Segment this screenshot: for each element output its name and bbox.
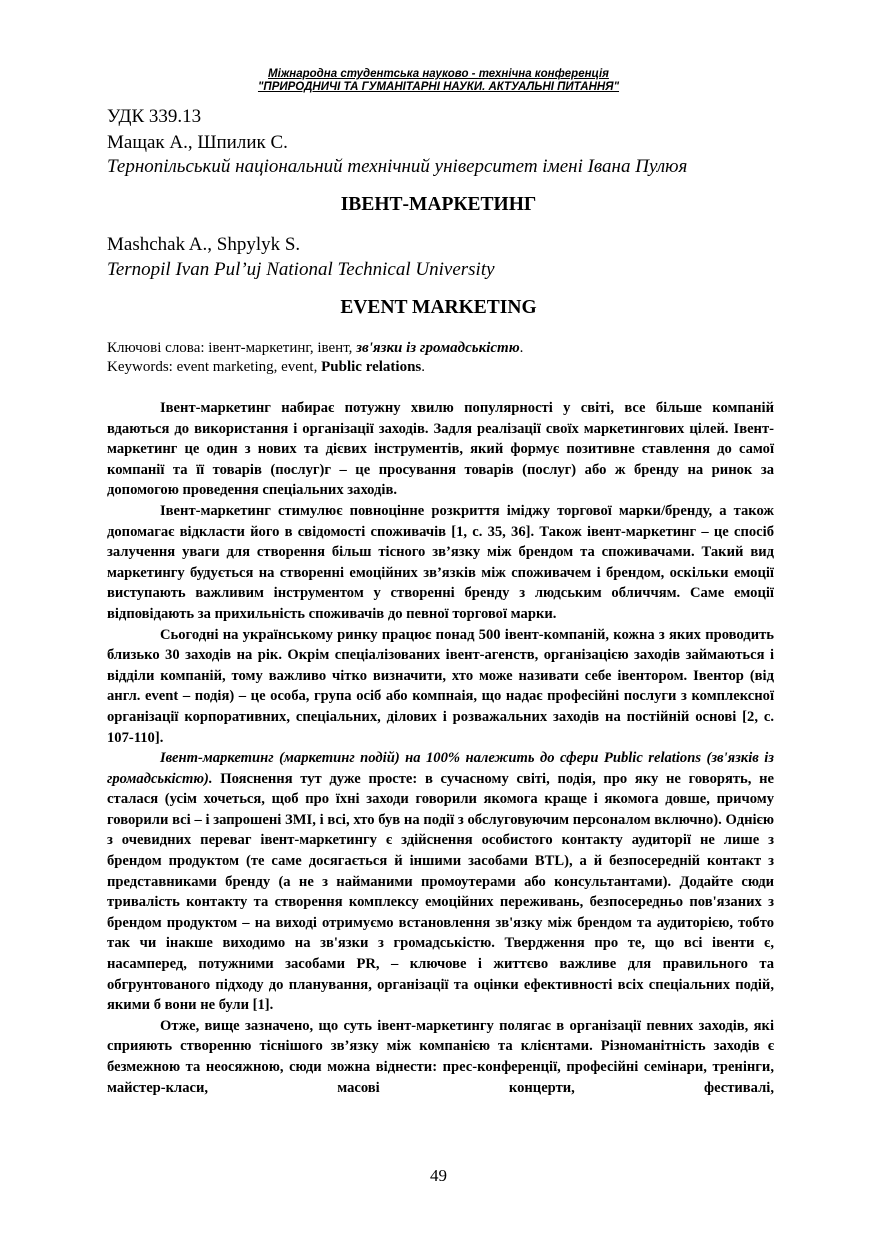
title-en: EVENT MARKETING [340, 297, 537, 318]
paragraph-5: Отже, вище зазначено, що суть івент-маркетингу полягає в організації певних заходів, які сприяють створенню тіснішого зв’язку між компанією та клієнтами. Різноманітність заходів є безмежною та неосяжною, сюди можна віднести: прес-конференції, професійні семінари, тренінги, майстер-класи, масові концерти, фестивалі, [107, 1017, 774, 1096]
keywords-ua-end: . [519, 340, 524, 356]
keywords-en-emph: Public relations [321, 359, 422, 375]
udk-code: УДК 339.13 [107, 106, 202, 127]
page-number: 49 [430, 1166, 447, 1185]
keywords-ua [107, 340, 523, 357]
authors-ua: Мащак А., Шпилик С. [107, 132, 288, 153]
affiliation-en: Ternopil Ivan Pul’uj National Technical University [107, 259, 495, 280]
keywords-en-end: . [421, 359, 426, 375]
article-body [107, 398, 774, 1098]
conference-header-line1: Міжнародна студентська науково - технічна конференція [268, 68, 609, 80]
keywords-en-label: Keywords: event marketing, event, [107, 359, 318, 375]
title-ua: ІВЕНТ-МАРКЕТИНГ [340, 194, 537, 215]
affiliation-ua: Тернопільський національний технічний університет імені Івана Пулюя [107, 156, 688, 177]
authors-en: Mashchak A., Shpylyk S. [107, 234, 301, 255]
paragraph-4-italic-lead: Івент-маркетинг (маркетинг подій) на 100% належить до сфери Public relations (зв'язків із громадськістю). [107, 750, 774, 787]
paragraph-3: Сьогодні на українському ринку працює понад 500 івент-компаній, кожна з яких проводить близько 30 заходів на рік. Окрім спеціалізованих івент-агенств, організацією заходів займаються і відділи компаній, тому важливо чітко визначити, хто може називати себе івентором. Івентор (від англ. event – подія) – це особа, група осіб або компнаія, що надає професійні послуги з комплексної організації корпоративних, спеціальних, ділових і розважальних заходів на постійній основі [2, с. 107-110]. [107, 626, 774, 746]
keywords-en [107, 359, 425, 376]
conference-header-line2: "ПРИРОДНИЧІ ТА ГУМАНІТАРНІ НАУКИ. АКТУАЛЬНІ ПИТАННЯ" [257, 81, 620, 93]
keywords-ua-emph: зв'язки із громадськістю [356, 340, 520, 356]
keywords-ua-label: Ключові слова: івент-маркетинг, івент, [107, 340, 353, 356]
paragraph-1: Івент-маркетинг набирає потужну хвилю популярності у світі, все більше компаній вдаються до використання і організації заходів. Задля реалізації своїх маркетингових цілей. Івент-маркетинг це один з нових та дієвих інструментів, який формує позитивне ставлення до самої компанії та її товарів (послуг)г – це просування товарів (послуг) або ж бренду на ринок за допомогою проведення спеціальних заходів. [107, 400, 774, 499]
paragraph-4-text: Пояснення тут дуже просте: в сучасному світі, подія, про яку не говорять, не сталася (усім хочеться, щоб про їхні заходи говорили якомога краще і якомога довше, причому говорили всі – і запрошені ЗМІ, і всі, хто був на події з обслуговуючим персоналом включно). Однією з очевидних переваг івент-маркетингу є здійснення особистого контакту аудиторії не лише з брендом продуктом (те саме досягається й іншими засобами BTL), а й безпосередній контакт з представниками бренду (а не з найманими промоутерами або консультантами). Додайте сюди тривалість контакту та створення комплексу емоційних переживань, безпосередньо пов'язаних з брендом продуктом – на виході отримуємо встановлення зв'язку між брендом та аудиторією, тобто так чи інакше виходимо на зв'язки з громадськістю. Твердження про те, що всі івенти є, насамперед, потужними засобами PR, – ключове і життєво важливе для правильного та обгрунтованого підходу до планування, організації та оцінки ефективності всіх спеціальних подій, якими б вони не були [1]. [107, 770, 774, 1014]
paragraph-2: Івент-маркетинг стимулює повноцінне розкриття іміджу торгової марки/бренду, а також допомагає відкласти його в свідомості споживачів [1, с. 35, 36]. Також івент-маркетинг – це спосіб залучення уваги для створення більш тісного зв’язку між брендом та споживачами. Такий вид маркетингу будується на створенні емоційних зв’язків між споживачем і брендом, оскільки емоції виступають важливим інструментом у створенні бренду з людським обличчям. Саме емоції відповідають за прихильність споживачів до певної торгової марки. [107, 502, 774, 622]
paragraph-4 [107, 748, 774, 1016]
